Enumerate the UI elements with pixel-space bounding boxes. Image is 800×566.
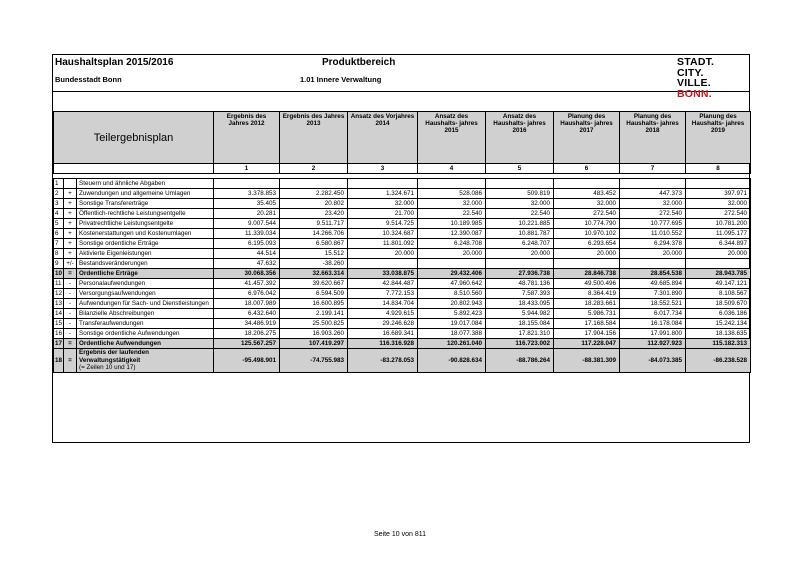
value-cell: 2.282.450 [280, 189, 348, 199]
value-cell: 17.904.156 [554, 329, 620, 339]
column-header: Planung des Haushalts- jahres 2017 [554, 112, 620, 164]
row-label [77, 269, 214, 279]
value-cell: 18.007.989 [214, 299, 280, 309]
value-cell: 8.510.560 [418, 289, 486, 299]
row-label-text: Aktivierte Eigenleistungen [79, 249, 152, 257]
row-label [77, 279, 214, 289]
value-cell: 6.017.734 [620, 309, 686, 319]
value-cell: 272.540 [554, 209, 620, 219]
value-cell: 120.261.040 [418, 339, 486, 349]
row-label [77, 229, 214, 239]
value-cell: 14.834.704 [348, 299, 418, 309]
value-cell: -95.498.901 [214, 349, 280, 373]
column-header: Ansatz des Haushalts- jahres 2016 [486, 112, 554, 164]
value-cell [280, 179, 348, 189]
table-row [54, 199, 751, 209]
value-cell: 9.514.725 [348, 219, 418, 229]
table-title: Teilergebnisplan [54, 112, 214, 164]
row-operator: = [64, 339, 77, 349]
value-cell [686, 259, 751, 269]
row-label-text: Ordentliche Erträge [79, 269, 138, 277]
value-cell: 20.000 [554, 249, 620, 259]
row-number: 4 [54, 209, 64, 219]
row-label [77, 319, 214, 329]
value-cell: 32.663.314 [280, 269, 348, 279]
column-header: Ergebnis des Jahres 2013 [280, 112, 348, 164]
row-label [77, 249, 214, 259]
value-cell: 16.600.895 [280, 299, 348, 309]
value-cell: 22.540 [418, 209, 486, 219]
value-cell: 15.242.134 [686, 319, 751, 329]
value-cell: 48.781.136 [486, 279, 554, 289]
logo-line-red: BONN. [677, 87, 712, 100]
value-cell: 447.373 [620, 189, 686, 199]
table-row [54, 319, 751, 329]
table-row [54, 349, 751, 373]
row-label-text: Versorgungsaufwendungen [79, 289, 156, 297]
value-cell: 18.077.388 [418, 329, 486, 339]
column-number: 2 [280, 164, 348, 174]
value-cell: 6.293.654 [554, 239, 620, 249]
value-cell: 10.781.200 [686, 219, 751, 229]
stadt-bonn-logo [677, 57, 714, 99]
value-cell: 18.283.661 [554, 299, 620, 309]
value-cell: -90.828.634 [418, 349, 486, 373]
value-cell: 22.540 [486, 209, 554, 219]
row-operator [64, 179, 77, 189]
row-number: 9 [54, 259, 64, 269]
value-cell: 18.552.521 [620, 299, 686, 309]
row-number: 5 [54, 219, 64, 229]
value-cell: -86.238.528 [686, 349, 751, 373]
value-cell: 47.960.642 [418, 279, 486, 289]
row-number: 3 [54, 199, 64, 209]
value-cell: 6.294.378 [620, 239, 686, 249]
row-label [77, 259, 214, 269]
column-number: 1 [214, 164, 280, 174]
value-cell: 27.936.738 [486, 269, 554, 279]
value-cell: 9.511.717 [280, 219, 348, 229]
row-operator: - [64, 329, 77, 339]
row-number: 10 [55, 269, 63, 277]
table-row [54, 209, 751, 219]
value-cell: 4.929.615 [348, 309, 418, 319]
row-label-text: Ordentliche Aufwendungen [79, 339, 161, 347]
value-cell [686, 179, 751, 189]
value-cell [620, 259, 686, 269]
row-operator: +/- [64, 259, 77, 269]
value-cell: -38.260 [280, 259, 348, 269]
row-label-text: Personalaufwendungen [79, 279, 146, 287]
value-cell: 15.512 [280, 249, 348, 259]
value-cell: -83.278.053 [348, 349, 418, 373]
column-header-row [54, 112, 751, 164]
row-label-text: Sonstige ordentliche Erträge [79, 239, 159, 247]
logo-line: CITY. [677, 66, 704, 79]
value-cell: 112.927.923 [620, 339, 686, 349]
value-cell: 397.971 [686, 189, 751, 199]
row-label-text: Aufwendungen für Sach- und Dienstleistungen [79, 299, 209, 307]
value-cell: -88.381.309 [554, 349, 620, 373]
row-label [77, 289, 214, 299]
value-cell: 28.943.785 [686, 269, 751, 279]
value-cell: 10.777.695 [620, 219, 686, 229]
row-label-text: Bilanzielle Abschreibungen [79, 309, 155, 317]
value-cell: 5.892.423 [418, 309, 486, 319]
table-row [54, 329, 751, 339]
value-cell: 49.500.496 [554, 279, 620, 289]
row-label [77, 299, 214, 309]
value-cell: 29.246.628 [348, 319, 418, 329]
value-cell: 12.390.087 [418, 229, 486, 239]
row-number: 16 [55, 329, 63, 337]
value-cell: 17.168.584 [554, 319, 620, 329]
table-row [54, 249, 751, 259]
row-label-text: Kostenerstattungen und Kostenumlagen [79, 229, 192, 237]
column-number: 7 [620, 164, 686, 174]
row-number: 12 [55, 289, 63, 297]
row-operator: = [64, 269, 77, 279]
value-cell: 10.881.787 [486, 229, 554, 239]
value-cell: 33.038.875 [348, 269, 418, 279]
value-cell: 509.819 [486, 189, 554, 199]
column-header: Planung des Haushalts- jahres 2019 [686, 112, 751, 164]
value-cell: 21.700 [348, 209, 418, 219]
value-cell [554, 179, 620, 189]
value-cell: 18.138.635 [686, 329, 751, 339]
row-label-text: Sonstige Transfererträge [79, 199, 149, 207]
value-cell: 6.580.867 [280, 239, 348, 249]
value-cell: 14.266.706 [280, 229, 348, 239]
value-cell: 28.854.538 [620, 269, 686, 279]
row-label-text: Öffentlich-rechtliche Leistungsentgelte [79, 209, 186, 217]
value-cell: 39.620.667 [280, 279, 348, 289]
table-row [54, 189, 751, 199]
value-cell: 32.000 [486, 199, 554, 209]
value-cell [486, 259, 554, 269]
value-cell: 35.405 [214, 199, 280, 209]
value-cell: 7.772.153 [348, 289, 418, 299]
value-cell: -88.786.264 [486, 349, 554, 373]
table-row [54, 289, 751, 299]
row-label-text: Steuern und ähnliche Abgaben [79, 179, 166, 187]
value-cell: 16.903.260 [280, 329, 348, 339]
row-label [77, 189, 214, 199]
row-number: 6 [54, 229, 64, 239]
value-cell: 20.281 [214, 209, 280, 219]
plan-title: Haushaltsplan 2015/2016 [55, 57, 174, 68]
value-cell: 25.500.825 [280, 319, 348, 329]
table-row [54, 269, 751, 279]
value-cell: 16.178.084 [620, 319, 686, 329]
value-cell: 20.000 [686, 249, 751, 259]
row-operator: + [64, 219, 77, 229]
row-label-text: Sonstige ordentliche Aufwendungen [79, 329, 180, 337]
value-cell: 6.594.509 [280, 289, 348, 299]
value-cell: 10.189.985 [418, 219, 486, 229]
column-number: 8 [686, 164, 751, 174]
row-operator: - [64, 279, 77, 289]
table-row [54, 279, 751, 289]
value-cell: 11.010.552 [620, 229, 686, 239]
value-cell: 6.432.640 [214, 309, 280, 319]
value-cell [418, 259, 486, 269]
value-cell: 49.147.121 [686, 279, 751, 289]
row-number: 14 [55, 309, 63, 317]
row-number: 7 [54, 239, 64, 249]
value-cell: 6.248.708 [418, 239, 486, 249]
row-label [77, 219, 214, 229]
row-label [77, 239, 214, 249]
value-cell: 18.509.670 [686, 299, 751, 309]
value-cell: 23.420 [280, 209, 348, 219]
row-operator: - [64, 319, 77, 329]
document-frame [52, 54, 750, 443]
column-number: 4 [418, 164, 486, 174]
value-cell: 3.378.853 [214, 189, 280, 199]
row-label [77, 179, 214, 189]
row-label [77, 309, 214, 319]
value-cell: 528.086 [418, 189, 486, 199]
value-cell: 18.206.275 [214, 329, 280, 339]
value-cell: 2.199.141 [280, 309, 348, 319]
value-cell: 17.991.800 [620, 329, 686, 339]
value-cell: 41.457.392 [214, 279, 280, 289]
value-cell: 115.182.313 [686, 339, 751, 349]
value-cell: 32.000 [418, 199, 486, 209]
value-cell: 17.821.310 [486, 329, 554, 339]
value-cell: 42.844.487 [348, 279, 418, 289]
value-cell: 30.068.356 [214, 269, 280, 279]
value-cell [554, 259, 620, 269]
value-cell: 8.364.419 [554, 289, 620, 299]
value-cell: 47.632 [214, 259, 280, 269]
value-cell: 44.514 [214, 249, 280, 259]
row-operator: + [64, 189, 77, 199]
value-cell [348, 259, 418, 269]
column-number: 3 [348, 164, 418, 174]
value-cell: 18.433.095 [486, 299, 554, 309]
table-row [54, 339, 751, 349]
value-cell: 117.228.047 [554, 339, 620, 349]
row-label [77, 209, 214, 219]
value-cell [486, 179, 554, 189]
value-cell: 483.452 [554, 189, 620, 199]
table-row [54, 239, 751, 249]
value-cell: 10.324.687 [348, 229, 418, 239]
value-cell: 107.419.297 [280, 339, 348, 349]
column-number: 5 [486, 164, 554, 174]
value-cell: 7.301.890 [620, 289, 686, 299]
table-row [54, 219, 751, 229]
value-cell: 34.486.919 [214, 319, 280, 329]
row-operator: + [64, 249, 77, 259]
row-number: 1 [54, 179, 64, 189]
row-operator: + [64, 209, 77, 219]
value-cell [418, 179, 486, 189]
value-cell: 5.986.731 [554, 309, 620, 319]
value-cell: 1.324.671 [348, 189, 418, 199]
row-label-text: Transferaufwendungen [79, 319, 144, 327]
section-label: Produktbereich [322, 57, 396, 68]
column-number: 6 [554, 164, 620, 174]
row-number: 13 [55, 299, 63, 307]
value-cell: 125.567.257 [214, 339, 280, 349]
value-cell: 7.587.393 [486, 289, 554, 299]
row-number: 18 [54, 349, 64, 373]
value-cell: 10.221.885 [486, 219, 554, 229]
value-cell: 10.970.102 [554, 229, 620, 239]
table-row [54, 299, 751, 309]
column-number-row [54, 164, 751, 174]
page-footer: Seite 10 von 811 [373, 531, 427, 538]
product-label: 1.01 Innere Verwaltung [300, 75, 382, 84]
value-cell: 116.316.928 [348, 339, 418, 349]
value-cell: 32.000 [686, 199, 751, 209]
value-cell: 20.802 [280, 199, 348, 209]
row-label [77, 329, 214, 339]
value-cell: 8.108.567 [686, 289, 751, 299]
table-row [54, 259, 751, 269]
row-label-text: Bestandsveränderungen [79, 259, 148, 267]
table-row [54, 309, 751, 319]
row-label-text: Zuwendungen und allgemeine Umlagen [79, 189, 191, 197]
value-cell: 20.000 [620, 249, 686, 259]
value-cell: 6.248.707 [486, 239, 554, 249]
value-cell: 6.976.042 [214, 289, 280, 299]
value-cell [348, 179, 418, 189]
value-cell: 20.000 [418, 249, 486, 259]
row-label [77, 349, 214, 373]
row-note: (= Zeilen 10 und 17) [79, 364, 136, 371]
row-number: 17 [55, 339, 63, 347]
value-cell [214, 179, 280, 189]
row-operator: + [64, 229, 77, 239]
value-cell: 32.000 [620, 199, 686, 209]
row-operator: - [64, 299, 77, 309]
value-cell: -84.073.385 [620, 349, 686, 373]
row-operator: + [64, 239, 77, 249]
table-row [54, 179, 751, 189]
column-header: Planung des Haushalts- jahres 2018 [620, 112, 686, 164]
row-operator: = [64, 349, 77, 373]
value-cell: 272.540 [686, 209, 751, 219]
city-name: Bundesstadt Bonn [55, 75, 122, 84]
row-label-text: Ergebnis der laufenden Verwaltungstätigkeit [79, 349, 149, 364]
value-cell: 11.095.177 [686, 229, 751, 239]
row-label [77, 199, 214, 209]
row-number: 2 [54, 189, 64, 199]
row-number: 11 [55, 279, 62, 287]
row-label-text: Privatrechtliche Leistungsentgelte [79, 219, 174, 227]
value-cell: 19.017.084 [418, 319, 486, 329]
value-cell: 28.846.738 [554, 269, 620, 279]
value-cell: 32.000 [348, 199, 418, 209]
teilergebnisplan-table [53, 111, 751, 373]
value-cell: 32.000 [554, 199, 620, 209]
column-header: Ansatz des Vorjahres 2014 [348, 112, 418, 164]
value-cell: 29.432.406 [418, 269, 486, 279]
column-number-spacer [54, 164, 214, 174]
value-cell [620, 179, 686, 189]
value-cell: 20.000 [348, 249, 418, 259]
row-operator: - [64, 309, 77, 319]
value-cell: 116.723.002 [486, 339, 554, 349]
value-cell: 9.007.544 [214, 219, 280, 229]
value-cell: 20.802.943 [418, 299, 486, 309]
column-header: Ansatz des Haushalts- jahres 2015 [418, 112, 486, 164]
value-cell: -74.755.983 [280, 349, 348, 373]
value-cell: 6.036.186 [686, 309, 751, 319]
logo-line: VILLE. [677, 77, 711, 89]
document-header [53, 55, 749, 100]
table-row [54, 229, 751, 239]
row-operator: + [64, 199, 77, 209]
row-label [77, 339, 214, 349]
value-cell: 5.944.982 [486, 309, 554, 319]
logo-line: STADT. [677, 56, 715, 68]
value-cell: 49.685.894 [620, 279, 686, 289]
value-cell: 18.155.084 [486, 319, 554, 329]
value-cell: 16.689.341 [348, 329, 418, 339]
row-number: 8 [54, 249, 64, 259]
value-cell: 11.339.034 [214, 229, 280, 239]
value-cell: 20.000 [486, 249, 554, 259]
column-header: Ergebnis des Jahres 2012 [214, 112, 280, 164]
value-cell: 6.344.897 [686, 239, 751, 249]
row-number: 15 [55, 319, 63, 327]
row-operator: - [64, 289, 77, 299]
value-cell: 6.195.093 [214, 239, 280, 249]
value-cell: 11.801.092 [348, 239, 418, 249]
value-cell: 272.540 [620, 209, 686, 219]
value-cell: 10.774.790 [554, 219, 620, 229]
